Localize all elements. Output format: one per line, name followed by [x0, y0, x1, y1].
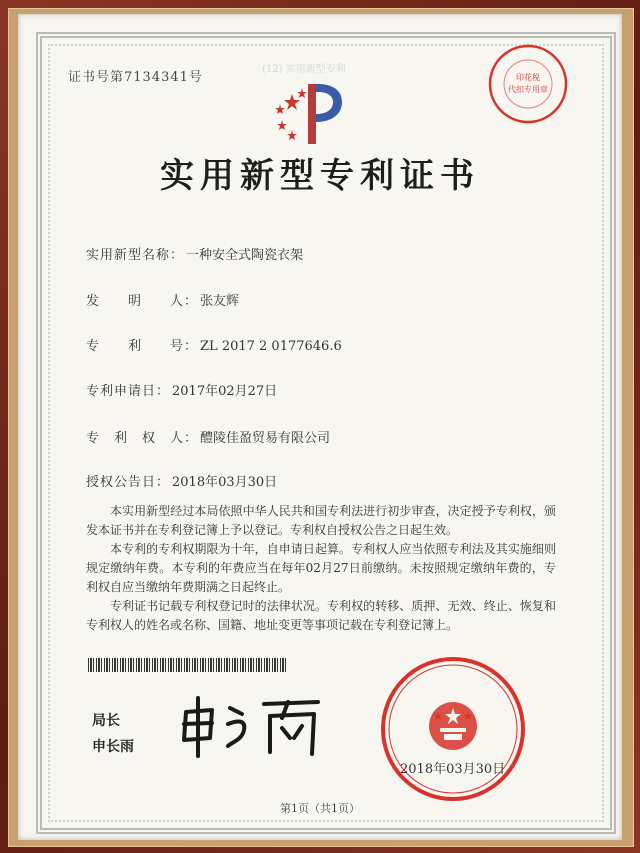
field-label: 实用新型名称： [86, 248, 185, 263]
page-indicator: 第1页（共1页） [280, 802, 360, 815]
certificate-number: 证书号第7134341号 [68, 70, 203, 85]
director-name: 申长雨 [92, 739, 134, 755]
field-value: 2017年02月27日 [172, 384, 278, 399]
patent-office-logo [262, 72, 352, 152]
field-label: 专 利 号： [86, 339, 199, 354]
field-value: 2018年03月30日 [172, 475, 278, 490]
watermark-text: (12) 实用新型专利 [262, 64, 346, 75]
director-signature [178, 690, 328, 760]
field-application-date [86, 380, 277, 399]
barcode [88, 658, 288, 672]
national-ip-office-seal [378, 654, 528, 804]
director-title: 局长 [92, 713, 120, 729]
field-patentee [86, 427, 330, 446]
field-label: 专利申请日： [86, 384, 171, 399]
field-grant-date [86, 471, 277, 490]
paragraph-legal-status: 专利证书记载专利权登记时的法律状况。专利权的转移、质押、无效、终止、恢复和专利权人的姓名或名称、国籍、地址变更等事项记载在专利登记簿上。 [86, 599, 556, 632]
field-inventor [86, 290, 239, 309]
svg-text:代扣专用章: 代扣专用章 [508, 85, 548, 94]
field-label: 专 利 权 人： [86, 431, 199, 446]
field-value: 张友辉 [200, 294, 240, 309]
certificate-title: 实用新型专利证书 [160, 156, 480, 196]
field-label: 授权公告日： [86, 475, 171, 490]
field-patent-number [86, 335, 342, 354]
svg-text:印花税: 印花税 [516, 73, 540, 82]
field-value: 醴陵佳盈贸易有限公司 [200, 431, 331, 446]
small-seal-stamp [486, 42, 570, 126]
paragraph-term: 本专利的专利权期限为十年，自申请日起算。专利权人应当依照专利法及其实施细则规定缴纳年费。本专利的年费应当在每年02月27日前缴纳。未按照规定缴纳年费的，专利权自应当缴纳年费期满之日起终止。 [86, 542, 556, 594]
issue-date: 2018年03月30日 [400, 762, 506, 777]
paragraph-grant: 本实用新型经过本局依照中华人民共和国专利法进行初步审查，决定授予专利权，颁发本证书并在专利登记簿上予以登记。专利权自授权公告之日起生效。 [86, 504, 556, 537]
field-utility-model-name [86, 244, 303, 263]
field-value: 一种安全式陶瓷衣架 [186, 248, 304, 263]
field-label: 发 明 人： [86, 294, 199, 309]
field-value: ZL 2017 2 0177646.6 [200, 339, 342, 354]
